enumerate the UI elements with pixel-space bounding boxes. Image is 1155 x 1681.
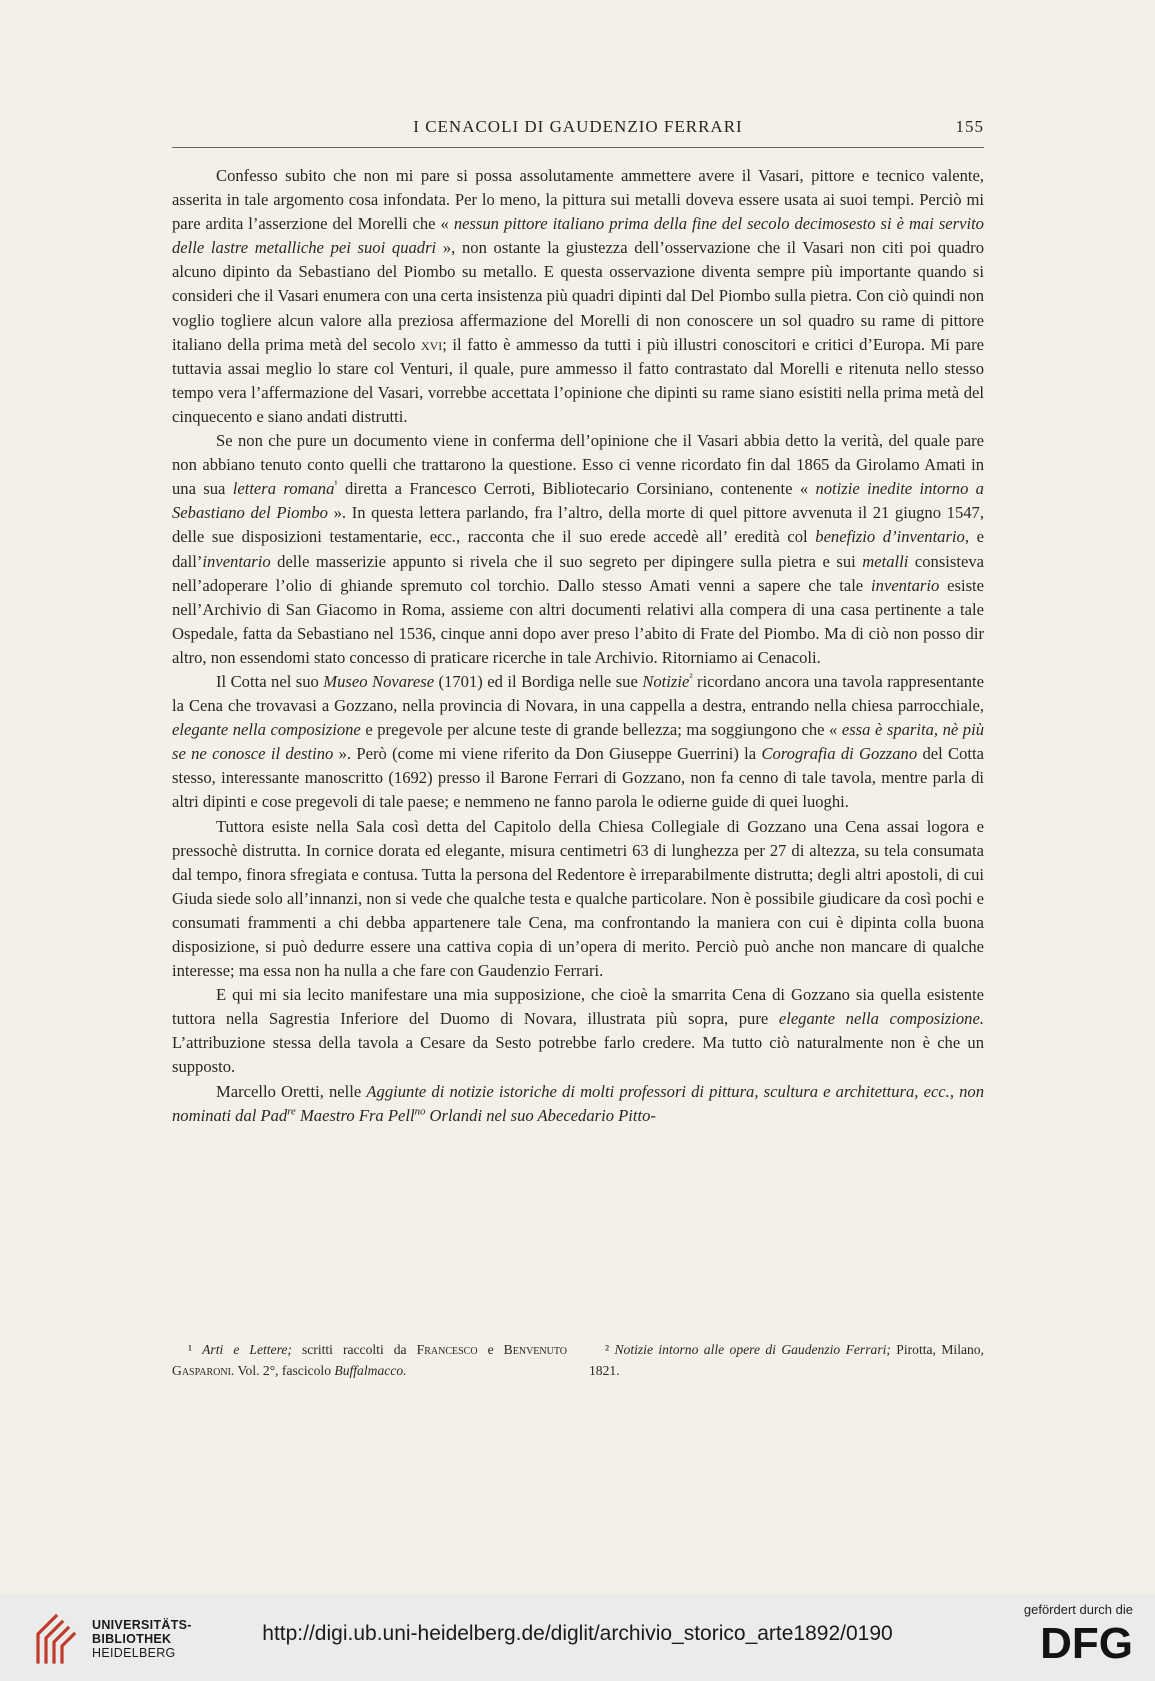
italic-text: essa è sparita, nè più se ne conosce il destino bbox=[172, 720, 985, 764]
text-run: ». Però (come mi viene riferito da Don Giuseppe Guerrini) la bbox=[333, 744, 762, 764]
text-run: ricordano ancora una tavola rappresentante la Cena che trovavasi a Gozzano, nella provincia di Novara, in una cappella a destra, entrando nella chiesa parrocchiale, bbox=[172, 671, 984, 716]
paragraph bbox=[172, 670, 984, 815]
paragraph bbox=[172, 983, 984, 1079]
text-run: », non ostante la giustezza dell’osservazione che il Vasari non citi poi quadro alcuno dipinto da Sebastiano del Piombo su metallo. E questa osservazione diventa sempre più importante quando si consideri che il Vasari enumera con una certa insistenza più quadri dipinti dal Del Piombo sulla pietra. Con ciò quindi non voglio togliere alcun valore alla preziosa affermazione del Morelli di non conoscere un sol quadro su rame di pittore italiano della prima metà del secolo bbox=[172, 238, 984, 354]
funder-label: gefördert durch die bbox=[1023, 1602, 1133, 1617]
library-name-line: UNIVERSITÄTS- bbox=[92, 1618, 192, 1632]
footnotes bbox=[172, 1339, 984, 1381]
italic-text: benefizio d’inventario, bbox=[815, 527, 969, 547]
footnote bbox=[589, 1339, 984, 1381]
text-run: ² bbox=[605, 1342, 615, 1357]
footnote-ref: ² bbox=[689, 671, 693, 684]
text-run: Confesso subito che non mi pare si possa assolutamente ammettere avere il Vasari, pittore e tecnico valente, asserita in tale argomento cosa infondata. Per lo meno, la pittura sui metalli doveva essere usata ai suoi tempi. Perciò mi pare ardita l’asserzione del Morelli che « bbox=[172, 166, 984, 234]
text-run: ¹ bbox=[188, 1342, 203, 1357]
page-number: 155 bbox=[955, 117, 984, 136]
text-run: Pirotta, Milano, 1821. bbox=[589, 1342, 984, 1378]
paragraph bbox=[172, 815, 984, 984]
italic-text: Maestro Fra Pell bbox=[295, 1105, 415, 1125]
text-run: consisteva nell’adoperare l’olio di ghiande spremuto col torchio. Dallo stesso Amati venni a sapere che tale bbox=[172, 551, 984, 595]
italic-text: Arti e Lettere; bbox=[202, 1342, 292, 1357]
small-caps-text: Benvenuto Gasparoni bbox=[172, 1342, 567, 1378]
text-run: diretta a Francesco Cerroti, Bibliotecario Corsiniano, contenente « bbox=[337, 479, 816, 499]
italic-text: elegante nella composizione bbox=[172, 720, 361, 740]
text-run: E qui mi sia lecito manifestare una mia supposizione, che cioè la smarrita Cena di Gozzano sia quella esistente tuttora nella Sagrestia Inferiore del Duomo di Novara, illustrata più sopra, pure bbox=[172, 985, 984, 1029]
header-rule bbox=[172, 147, 984, 148]
text-run: delle masserizie appunto si rivela che il suo segreto per dipingere sulla pietra e sui bbox=[270, 551, 863, 571]
italic-text: inventario bbox=[871, 575, 940, 595]
text-run: e bbox=[477, 1342, 504, 1357]
small-caps-text: xvi bbox=[420, 334, 443, 354]
text-run: Il Cotta nel suo bbox=[216, 671, 324, 691]
dfg-logo: DFG bbox=[1040, 1619, 1133, 1668]
text-run: L’attribuzione stessa della tavola a Cesare da Sesto potrebbe farlo credere. Ma tutto ciò naturalmente non è che un supposto. bbox=[172, 1033, 984, 1077]
italic-text: Notizie intorno alle opere di Gaudenzio Ferrari; bbox=[614, 1342, 891, 1357]
text-run: ; il fatto è ammesso da tutti i più illustri conoscitori e critici d’Europa. Mi pare tuttavia assai meglio lo stare col Venturi, il quale, pure ammesso il fatto contrastato dal Morelli e ritenuta nello stesso tempo vera l’affermazione del Vasari, vorrebbe accettata l’opinione che dipinti su rame siano esistiti nella prima metà del cinquecento e siano andati distrutti. bbox=[172, 334, 985, 426]
italic-text: Corografia di Gozzano bbox=[761, 744, 918, 764]
italic-text: Buffalmacco. bbox=[334, 1363, 407, 1378]
text-run: ». In questa lettera parlando, fra l’altro, della morte di quel pittore avvenuta il 21 giugno 1547, delle sue disposizioni testamentarie, ecc., racconta che il suo erede accedè all’ eredità col bbox=[172, 503, 984, 547]
text-run: esiste nell’Archivio di San Giacomo in Roma, assieme con altri documenti relativi alla compera di una casa pertinente a tale Ospedale, fatta da Sebastiano nel 1536, cinque anni dopo aver preso l’abito di Frate del Piombo. Ma di ciò non posso dir altro, non essendomi stato concesso di praticare ricerche in tale Archivio. Ritorniamo ai Cenacoli. bbox=[172, 575, 984, 667]
viewer-footer bbox=[0, 1594, 1155, 1681]
italic-text: Notizie bbox=[642, 671, 690, 691]
italic-text: inventario bbox=[202, 551, 271, 571]
italic-text: notizie inedite intorno a Sebastiano del Piombo bbox=[172, 479, 984, 523]
funder-credit[interactable] bbox=[1003, 1602, 1133, 1669]
italic-text: metalli bbox=[862, 551, 909, 571]
running-title: I CENACOLI DI GAUDENZIO FERRARI bbox=[413, 117, 743, 136]
permalink-url[interactable]: http://digi.ub.uni-heidelberg.de/diglit/archivio_storico_arte1892/0190 bbox=[262, 1622, 893, 1645]
text-run: scritti raccolti da bbox=[291, 1342, 417, 1357]
italic-text: Museo Novarese bbox=[323, 671, 435, 691]
italic-text: elegante nella composizione. bbox=[778, 1009, 984, 1029]
footnote-ref: re bbox=[287, 1105, 296, 1118]
body-text bbox=[172, 164, 984, 1128]
paragraph bbox=[172, 1080, 984, 1128]
paragraph bbox=[172, 429, 984, 670]
text-run: del Cotta stesso, interessante manoscritto (1692) presso il Barone Ferrari di Gozzano, non fa cenno di tale tavola, mentre parla di altri dipinti e cose pregevoli di tale paese; e nemmeno ne fanno parola le odierne guide di quei luoghi. bbox=[172, 744, 984, 812]
text-run: . Vol. 2°, fascicolo bbox=[230, 1363, 335, 1378]
library-name-line: BIBLIOTHEK bbox=[92, 1632, 172, 1646]
italic-text: lettera romana bbox=[232, 479, 335, 499]
text-run: Tuttora esiste nella Sala così detta del Capitolo della Chiesa Collegiale di Gozzano una Cena assai logora e pressochè distrutta. In cornice dorata ed elegante, misura centimetri 63 di lunghezza per 27 di altezza, su tela consumata dal tempo, finora sfregiata e contusa. Tutta la persona del Redentore è irreparabilmente distrutta; degli altri apostoli, di cui Giuda siede solo all’innanzi, non si vede che qualche testa e qualche particolare. Non è possibile giudicare da così pochi e consumati frammenti a chi debba appartenere tale Cena, ma confrontando la maniera con cui è dipinta colla buona disposizione, si può dedurre essere una cattiva copia di un’opera di merito. Perciò può anche non mancare di qualche interesse; ma essa non ha nulla a che fare con Gaudenzio Ferrari. bbox=[172, 816, 984, 981]
footnote-ref: ¹ bbox=[334, 478, 338, 491]
small-caps-text: Francesco bbox=[416, 1342, 478, 1357]
footnote bbox=[172, 1339, 567, 1381]
text-run: e dall’ bbox=[172, 527, 984, 571]
text-run: Marcello Oretti, nelle bbox=[216, 1081, 367, 1101]
italic-text: Orlandi nel suo Abecedario Pitto- bbox=[425, 1105, 656, 1125]
text-run: (1701) ed il Bordiga nelle sue bbox=[434, 671, 643, 691]
italic-text: Aggiunte di notizie istoriche di molti professori di pittura, scultura e architettura, ecc., non nominati dal Pad bbox=[172, 1081, 984, 1125]
running-head bbox=[172, 117, 984, 143]
text-run: Se non che pure un documento viene in conferma dell’opinione che il Vasari abbia detto la verità, del quale pare non abbiano tenuto conto quelli che trattarono la questione. Esso ci venne ricordato fin dal 1865 da Girolamo Amati in una sua bbox=[172, 431, 984, 499]
text-run: e pregevole per alcune teste di grande bellezza; ma soggiungono che « bbox=[360, 720, 842, 740]
italic-text: nessun pittore italiano prima della fine del secolo decimosesto si è mai servito delle lastre metalliche pei suoi quadri bbox=[172, 214, 984, 258]
footnote-ref: no bbox=[414, 1105, 426, 1118]
paragraph bbox=[172, 164, 984, 429]
library-name-line: HEIDELBERG bbox=[92, 1646, 176, 1660]
